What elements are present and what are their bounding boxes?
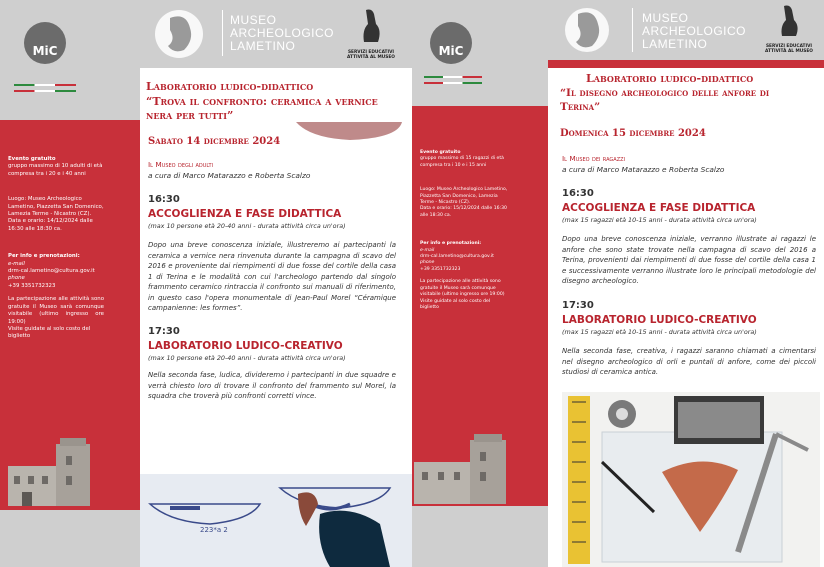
location-info: Luogo: Museo Archeologico Lametino, Piazzetta San Domenico, Lamezia Terme - Nicastro (CZ). [8, 196, 104, 218]
left-s2-sub: (max 10 persone età 20-40 anni - durata attività circa un'ora) [148, 354, 346, 362]
right-s1-time: 16:30 [562, 188, 594, 199]
museum-name-line: MUSEO [230, 13, 277, 27]
right-head-logo [562, 4, 612, 60]
right-mic-logo [430, 22, 472, 64]
left-s2-time: 17:30 [148, 326, 180, 337]
location-info: Luogo: Museo Archeologico Lametino, Piazzetta San Domenico, Lamezia Terme - Nicastro (CZ). [420, 187, 508, 206]
castle-image [8, 436, 90, 506]
phone-link[interactable]: +39 3351732323 [8, 282, 56, 289]
left-s1-body: Dopo una breve conoscenza iniziale, illustreremo ai partecipanti la ceramica a vernice nera rinvenuta durante la campagna di scavo del 2016 e proveniente dai riempimenti di due fosse del cortile della casa 1 di Terina e le modalità con cui l'archeologo partendo dal singolo frammento ceramico rintraccia il confronto sui manuali di riferimento, in questo caso l'opera monumentale di Jean-Paul Morel “Céramique campanienne: les formes”. [148, 241, 396, 312]
right-castle-photo [414, 432, 506, 504]
profile-head-icon [562, 4, 612, 56]
left-drawing-photo [140, 474, 412, 567]
right-header-divider [632, 8, 633, 52]
phone-label: phone [8, 275, 25, 282]
participation-note: La partecipazione alle attività sono gratuite il Museo sarà comunque visitabile (ultimo ingresso ore 19:00) [420, 279, 505, 298]
left-s2-title: LABORATORIO LUDICO-CREATIVO [148, 340, 343, 352]
right-s2-sub: (max 15 ragazzi età 10-15 anni - durata attività circa un'ora) [562, 328, 757, 336]
drawing-tools-image [562, 392, 820, 567]
museum-name-line: ARCHEOLOGICO [230, 26, 335, 40]
right-s2-body: Nella seconda fase, creativa, i ragazzi saranno chiamati a cimentarsi nel disegno archeologico di orli e puntali di anfore, come dei piccoli studiosi di ceramica antica. [562, 347, 816, 376]
right-s2-title: LABORATORIO LUDICO-CREATIVO [562, 314, 757, 326]
email-label: e-mail [420, 247, 435, 253]
left-sidebar-info [8, 156, 104, 341]
right-curated: a cura di Marco Matarazzo e Roberta Scalzo [562, 165, 725, 174]
right-date: Domenica 15 dicembre 2024 [560, 128, 706, 139]
museum-name-line: LAMETINO [642, 37, 708, 51]
left-s2-body: Nella seconda fase, ludica, divideremo i partecipanti in due squadre e verrà chiesto loro di trovare il confronto del frammento sul Morel, la squadra che troverà più confronti corretti vince. [148, 371, 396, 400]
museum-name-line: LAMETINO [230, 39, 296, 53]
left-title-line2: nera per tutti” [146, 109, 234, 122]
museum-name-line: ARCHEOLOGICO [642, 24, 747, 38]
bowl-sherd-icon [290, 116, 410, 144]
event-free-label: Evento gratuito [8, 156, 56, 162]
right-sidebar-info [420, 150, 510, 311]
left-mic-logo [24, 22, 66, 64]
visits-note: Visite guidate al solo costo del biglietto [8, 325, 91, 340]
right-s1-title: ACCOGLIENZA E FASE DIDATTICA [562, 202, 756, 214]
phone-label: phone [420, 260, 435, 266]
left-lab-type: Laboratorio ludico-didattico [146, 80, 314, 93]
group-info: gruppo massimo di 10 adulti di età compresa tra i 20 e i 40 anni [8, 163, 103, 177]
pottery-drawing-image [140, 474, 412, 567]
left-title-line1: “Trova il confronto: ceramica a vernice [146, 95, 378, 108]
left-s1-time: 16:30 [148, 194, 180, 205]
datetime-info: Data e orario: 15/12/2024 dalle 16:30 alle 18:30 ca. [420, 206, 507, 218]
left-curated: a cura di Marco Matarazzo e Roberta Scalzo [148, 171, 311, 180]
left-sidebar-bottom [0, 510, 140, 567]
info-heading: Per info e prenotazioni: [8, 253, 80, 260]
castle-image [414, 432, 506, 504]
email-link[interactable]: drm-cal.lametino@cultura.gov.it [8, 268, 95, 275]
statue-icon [758, 2, 820, 40]
left-tricolor-line-2 [14, 90, 76, 92]
left-sidebar-top [0, 0, 140, 120]
right-tools-photo [562, 392, 820, 567]
info-heading: Per info e prenotazioni: [420, 241, 482, 247]
email-label: e-mail [8, 260, 25, 267]
datetime-info: Data e orario: 14/12/2024 dalle 16:30 alle 18:30 ca. [8, 218, 93, 232]
statue-icon [342, 6, 400, 46]
left-date: Sabato 14 dicembre 2024 [148, 136, 281, 147]
left-s1-title: ACCOGLIENZA E FASE DIDATTICA [148, 208, 342, 220]
group-info: gruppo massimo di 15 ragazzi di età compresa tra i 10 e i 15 anni [420, 156, 504, 168]
left-museum-name [230, 14, 334, 53]
right-audience: Il Museo dei ragazzi [562, 154, 626, 163]
left-s1-sub: (max 10 persone età 20-40 anni - durata attività circa un'ora) [148, 222, 346, 230]
left-bowl-sherd [290, 116, 410, 144]
right-lab-type: Laboratorio ludico-didattico [586, 72, 754, 85]
right-s2-time: 17:30 [562, 300, 594, 311]
phone-link[interactable]: +39 3351732323 [420, 266, 461, 272]
left-servizi-logo [342, 6, 400, 66]
mic-logo-icon: MiC [430, 22, 472, 64]
servizi-label: SERVIZI EDUCATIVI ATTIVITÀ AL MUSEO [765, 44, 813, 54]
mic-logo-icon: MiC [24, 22, 66, 64]
right-tricolor-line-2 [424, 82, 482, 84]
email-link[interactable]: drm-cal.lametino@cultura.gov.it [420, 254, 494, 260]
right-title-line1: “Il disegno archeologico delle anfore di [560, 87, 770, 99]
left-audience: Il Museo degli adulti [148, 160, 214, 169]
right-sidebar-bottom [412, 506, 548, 567]
right-title-line2: Terina” [560, 101, 601, 113]
right-tricolor-line [424, 76, 482, 78]
right-s1-sub: (max 15 ragazzi età 10-15 anni - durata attività circa un'ora) [562, 216, 757, 224]
left-head-logo [152, 6, 206, 66]
left-tricolor-line [14, 84, 76, 86]
visits-note: Visite guidate al solo costo del biglietto [420, 298, 491, 310]
servizi-label: SERVIZI EDUCATIVI ATTIVITÀ AL MUSEO [347, 50, 395, 60]
right-servizi-logo [758, 2, 820, 62]
left-castle-photo [8, 436, 90, 506]
participation-note: La partecipazione alle attività sono gratuite il Museo sarà comunque visitabile (ultimo ingresso ore 19:00) [8, 296, 104, 325]
drawing-label: 223*a 2 [200, 526, 228, 534]
left-header-divider [222, 10, 223, 56]
museum-name-line: MUSEO [642, 11, 689, 25]
event-free-label: Evento gratuito [420, 150, 461, 155]
right-museum-name [642, 12, 746, 51]
right-s1-body: Dopo una breve conoscenza iniziale, verranno illustrate ai ragazzi le anfore che sono state trovate nella campagna di scavo del 2016 a Terina, provenienti dai riempimenti di due fosse del cortile della casa 1 e successivamente verranno illustrate loro le principali metodologie del disegno archeologico. [562, 235, 816, 285]
profile-head-icon [152, 6, 206, 62]
